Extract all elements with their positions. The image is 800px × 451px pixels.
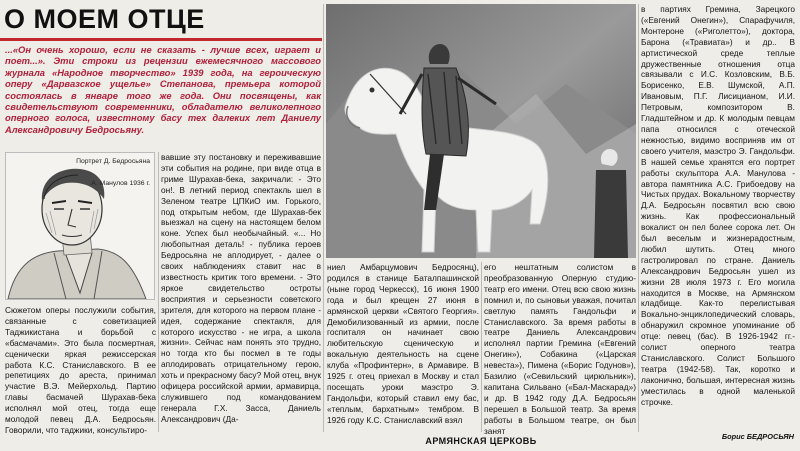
article-column-4: его нештатным солистом в преобразованную Оперную студию-театр его имени. Отец всю свою жизнь помнил и, по сыновьи уважая, почитал светлую память Гандольфи и Станиславского. За время работы в театре Даниель Александрович исполнял партии Гремина («Евгений Онегин»), Собакина («Царская невеста»), Пимена («Борис Годунов»), Базилио («Севильский цирюльник»), капитана Сильвано («Бал-Маскарад») и др. В 1942 году Д.А. Бедросьян перешел в Большой театр. За время работы в Большом театре, он был занят bbox=[484, 262, 636, 436]
portrait-sketch-icon bbox=[6, 153, 154, 299]
portrait-caption: Портрет Д. Бедросьяна bbox=[76, 158, 150, 165]
column-divider bbox=[323, 4, 324, 432]
column-divider bbox=[158, 152, 159, 432]
article-photo bbox=[326, 4, 636, 258]
author-signature: Борис БЕДРОСЬЯН bbox=[721, 432, 794, 441]
article-title: О МОЕМ ОТЦЕ bbox=[4, 4, 205, 34]
article-column-2: вавшие эту постановку и переживавшие эти события на родине, при виде отца в гриме Шурахав-бека, закричали: - Это он!. В летний период спектакль шел в Зеленом театре ЦПКиО им. Горького, под открытым небом, где Шурахав-бек выезжал на сцену на настоящем белом коне. Успех был необычайный. «... Но любопытная деталь! - публика героев Бедросьяна не аплодирует, - далее о своих наблюдениях ставит нас в известность критик того времени. - Это яркое свидетельство остроты восприятия и серьезности советского зрителя, для которого на первом плане - идея, содержание спектакля, для которого искусство - не игра, а школа жизни». Сейчас нам понять это трудно, но тогда кто бы посмел в те годы аплодировать отрицательному герою, хоть и прекрасному басу? Мой отец, внук офицера российской армии, армавирца, служившего под командованием генерала Г.Х. Засса, Даниель Александрович (Да- bbox=[161, 152, 321, 424]
article-lead: ...«Он очень хорошо, если не сказать - лучше всех, играет и поет...». Эти строки из рецензии ежемесячного массового журнала «Народное творчество» 1939 года, на героическую оперу «Дарвазское ущелье» Степанова, премьера которой состоялась в январе того же года. Они посвящены, как свидетельствуют современники, обладателю великолепного оперного голоса, известному басу тех далеких лет Даниелу Александровичу Бедросьяну. bbox=[5, 44, 321, 135]
title-underline bbox=[0, 38, 322, 41]
column-divider bbox=[481, 262, 482, 432]
portrait-sketch bbox=[5, 152, 155, 300]
publication-footer: АРМЯНСКАЯ ЦЕРКОВЬ bbox=[425, 436, 537, 446]
article-column-3: ниел Амбарцумович Бедросянц), родился в станице Баталпашинской (ныне город Черкесск), 16 июня 1900 года и был крещен 27 июня в армянской церкви «Святого Георгия». Демобилизованный из армии, после госпиталя он начинает свою любительскую сценическую и вокальную деятельность на сцене клуба «Профинтерн», в Армавире. В 1925 г. отец приехал в Москву и стал посещать уроки маэстро Э. Гандольфи, который ставил ему бас, «теплым, бархатным» тембром. В 1926 году К.С. Станиславский взял bbox=[327, 262, 479, 425]
portrait-author: А. Манулов 1936 г. bbox=[91, 180, 150, 187]
article-column-1: Сюжетом оперы послужили события, связанные с советизацией Таджикистана и борьбой с «басмачами». Это была посмертная, сценически яркая режиссерская работа К.С. Станиславского. В ее репетициях до ареста, принимал участие В.Э. Мейерхольд. Партию главы басмачей Шурахав-бека исполнял мой отец, тогда еще молодой певец Д.А. Бедросьян. Говорили, что таджики, консультиро- bbox=[5, 305, 156, 435]
rider-on-white-horse-icon bbox=[326, 4, 636, 258]
column-divider bbox=[638, 4, 639, 432]
article-column-5: в партиях Гремина, Зарецкого («Евгений Онегин»), Спарафучиля, Монтероне («Риголетто»), доктора, Барона («Травиата») и др.. В артистической среде теплые дружественные отношения отца связывали с И.С. Козловским, В.Б. Борисенко, Е.В. Шумской, А.П. Ивановым, П.Г. Лисицианом, И.И. Петровым, композитором В. Гладштейном и др. К молодым певцам папа относился с отеческой нежностью, видимо восприняв им от своего учителя, маэстро Э. Гандольфи. В нашей семье хранятся его портрет работы скульптора А.А. Манулова - автора памятника А.С. Грибоедову на Чистых прудах. Вокальному творчеству Д.А. Бедросьян посвятил всю свою жизнь. Как профессиональный вокалист он пел более сорока лет. Он был веселым и жизнерадостным, любил шутить. Отец много гастролировал по стране. Даниель Александрович Бедросьян ушел из жизни 28 июля 1973 г. Его могила находится в Москве, на Армянском кладбище. Как-то перелистывая Вокально-энциклопедический словарь, обнаружил скромное упоминание об отце: певец (бас). В 1926-1942 гг.- солист оперного театра Станиславского. Солист Большого театра (1942-58). Так, коротко и лаконично, большая, интересная жизнь уместилась в одной маленькой строчке. bbox=[641, 4, 795, 407]
